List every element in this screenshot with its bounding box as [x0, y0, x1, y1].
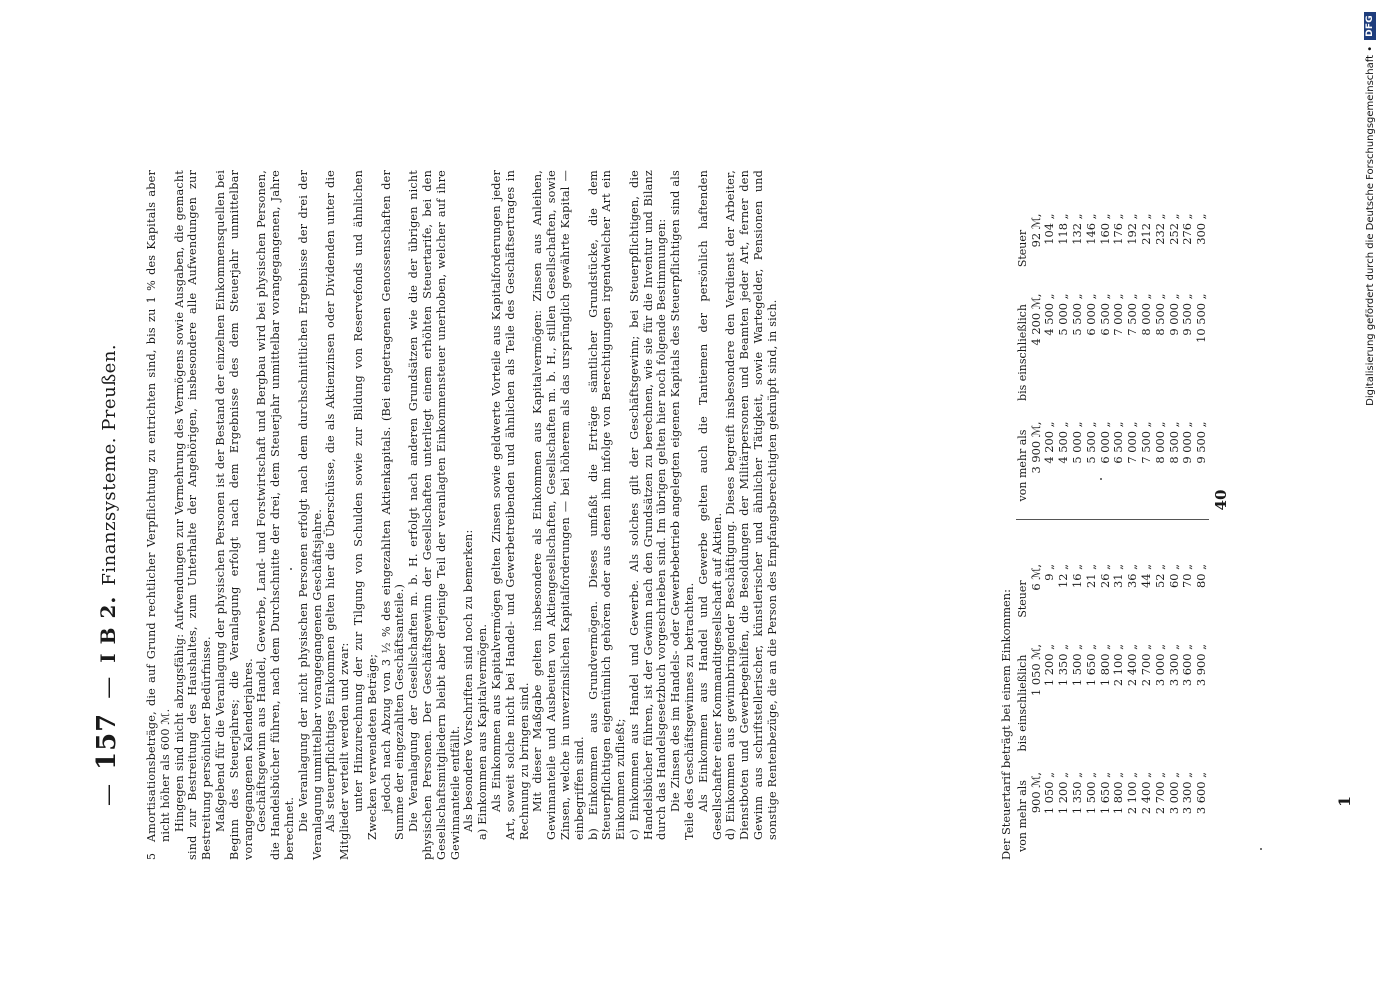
- tax-cell-tax: 31 „: [1111, 564, 1126, 589]
- tax-cell-from: 1 650 „: [1097, 772, 1112, 815]
- tax-cell-tax: 80 „: [1194, 564, 1209, 589]
- tax-cell-from: 3 000 „: [1166, 772, 1181, 815]
- tax-cell-to: 2 700 „: [1138, 644, 1153, 687]
- tax-cell-tax: 146 „: [1083, 213, 1098, 245]
- tax-cell-from: 5 500 „: [1083, 421, 1098, 464]
- tax-cell-to: 3 300 „: [1166, 644, 1181, 687]
- paragraph-addition: unter Hinzurechnung der zur Tilgung von Schulden sowie zur Bildung von Reservefonds und ähnlichen Zwecken verwendeten Beträge;: [351, 170, 379, 840]
- tax-cell-from: 9 000 „: [1180, 421, 1195, 464]
- tax-cell-to: 4 200 ℳ,: [1028, 293, 1043, 346]
- tax-cell-tax: 132 „: [1069, 213, 1084, 245]
- tax-cell-to: 8 500 „: [1152, 293, 1167, 336]
- tax-header-from: von mehr als: [1015, 780, 1029, 852]
- tax-cell-from: 2 400 „: [1138, 772, 1153, 815]
- tax-cell-from: 6 000 „: [1097, 421, 1112, 464]
- heading-capital-income: a) Einkommen aus Kapitalvermögen.: [476, 623, 490, 840]
- scan-speck: [290, 568, 292, 570]
- tax-cell-tax: 36 „: [1125, 564, 1140, 589]
- tax-cell-tax: 12 „: [1056, 564, 1071, 589]
- paragraph-capital-income: Als Einkommen aus Kapitalvermögen gelten Zinsen sowie geldwerte Vorteile aus Kapitalforderungen jeder Art, soweit solche nicht bei Handel- und Gewerbetreibenden und ähnlichen als Teile des Geschäftsertrages in Rechnung zu bringen sind.: [489, 170, 531, 840]
- tax-header-tax: Steuer: [1015, 580, 1029, 618]
- tax-cell-tax: 276 „: [1180, 213, 1195, 245]
- credit-text: Digitalisierung gefördert durch die Deutsche Forschungsgemeinschaft •: [1364, 45, 1376, 406]
- tax-cell-from: 1 350 „: [1069, 772, 1084, 815]
- tax-cell-to: 3 000 „: [1152, 644, 1167, 687]
- paragraph-gmbh: Die Veranlagung der Gesellschaften m. b. H. erfolgt nach anderen Grundsätzen wie die der übrigen nicht physischen Personen. Der Geschäftsgewinn der Gesellschaften unterliegt einem erhöhten Steuertarife, bei den Gesellschaftsmitgliedern bleibt aber derjenige Teil der veranlagten Einkommensteuer unerhoben, welcher auf ihre Gewinnanteile entfällt.: [407, 170, 462, 860]
- dfg-logo: DFG: [1364, 12, 1376, 40]
- paragraph-land-income: b) Einkommen aus Grundvermögen. Dieses umfaßt die Erträge sämtlicher Grundstücke, die dem Steuerpflichtigen eigentümlich gehören oder aus denen ihm infolge von Berechtigungen irgendwelcher Art ein Einkommen zufließt;: [586, 170, 628, 840]
- paragraph-non-physical: Die Veranlagung der nicht physischen Personen erfolgt nach dem durchschnittlichen Ergebnisse der drei der Veranlagung unmittelbar vorangegangenen Geschäftsjahre.: [296, 170, 324, 860]
- tax-table-left: [1016, 521, 1209, 861]
- paragraph-special-rules: Als besondere Vorschriften sind noch zu bemerken:: [462, 529, 476, 832]
- tax-rate-table: [1000, 170, 1209, 860]
- tax-cell-to: 6 000 „: [1083, 293, 1098, 336]
- tax-cell-from: 4 200 „: [1042, 421, 1057, 464]
- tax-cell-tax: 212 „: [1138, 213, 1153, 245]
- paragraph-employment-income: d) Einkommen aus gewinnbringender Beschäftigung. Dieses begreift insbesondere den Verdienst der Arbeiter, Dienstboten und Gewerbegehilfen, die Besoldungen der Militärpersonen und Beamten jeder Art, ferner den Gewinn aus schriftstellerischer, künstlerischer und ähnlicher Tätigkeit, sowie Wartegelder, Pensionen und sonstige Rentenbezüge, die an die Person des Empfangsberechtigten geknüpft sind, in sich.: [724, 170, 779, 840]
- page-number: 157: [92, 712, 122, 770]
- tax-cell-from: 8 500 „: [1166, 421, 1181, 464]
- paragraph-trade-tantiemes: Als Einkommen aus Handel und Gewerbe gelten auch die Tantiemen der persönlich haftenden Gesellschafter einer Kommanditgesellschaft auf Aktien.: [696, 170, 724, 840]
- tax-cell-tax: 300 „: [1194, 213, 1209, 245]
- tax-cell-tax: 21 „: [1083, 564, 1098, 589]
- tax-cell-tax: 16 „: [1069, 564, 1084, 589]
- tax-cell-tax: 104 „: [1042, 213, 1057, 245]
- section-code: I B 2.: [96, 595, 120, 663]
- page-header: [92, 180, 132, 820]
- tax-cell-tax: 192 „: [1125, 213, 1140, 245]
- tax-cell-tax: 118 „: [1056, 213, 1071, 245]
- tax-cell-tax: 26 „: [1097, 564, 1112, 589]
- tax-cell-from: 3 600 „: [1194, 772, 1209, 815]
- tax-cell-to: 7 000 „: [1111, 293, 1126, 336]
- tax-cell-from: 8 000 „: [1152, 421, 1167, 464]
- tax-header-tax: Steuer: [1015, 229, 1029, 268]
- tax-cell-from: 1 200 „: [1056, 772, 1071, 815]
- tax-cell-to: 7 500 „: [1125, 293, 1140, 336]
- tax-cell-tax: 52 „: [1152, 564, 1167, 589]
- paragraph-business-profit: Geschäftsgewinn aus Handel, Gewerbe, Land- und Forstwirtschaft und Bergbau wird bei physischen Personen, die Handelsbücher führen, nach dem Durchschnitte der drei, dem Steuerjahr unmittelbar vorangegangenen, Jahre berechnet.: [255, 170, 296, 860]
- line-number-margin: 5: [145, 853, 158, 860]
- header-dash-right: —: [96, 676, 121, 699]
- tax-cell-from: 2 100 „: [1125, 772, 1140, 815]
- tax-cell-to: 1 800 „: [1097, 644, 1112, 687]
- tax-cell-to: 1 350 „: [1056, 644, 1071, 687]
- paragraph-taxable-income: Als steuerpflichtiges Einkommen gelten hier die Überschüsse, die als Aktienzinsen oder Dividenden unter die Mitglieder verteilt werden und zwar:: [324, 170, 352, 860]
- tax-cell-from: 6 500 „: [1111, 421, 1126, 464]
- tax-cell-to: 2 100 „: [1111, 644, 1126, 687]
- tax-cell-to: 1 200 „: [1042, 644, 1057, 687]
- tax-cell-to: 4 500 „: [1042, 293, 1057, 336]
- tax-cell-tax: 160 „: [1097, 213, 1112, 245]
- tax-cell-tax: 9 „: [1042, 564, 1057, 581]
- tax-cell-tax: 60 „: [1166, 564, 1181, 589]
- tax-cell-to: 5 500 „: [1069, 293, 1084, 336]
- tax-cell-from: 7 000 „: [1125, 421, 1140, 464]
- tax-cell-tax: 6 ℳ,: [1028, 564, 1043, 591]
- tax-cell-to: 1 050 ℳ,: [1028, 644, 1043, 697]
- tax-cell-from: 1 500 „: [1083, 772, 1098, 815]
- tax-cell-tax: 252 „: [1166, 213, 1181, 245]
- paragraph-trade-interest: Die Zinsen des im Handels- oder Gewerbebetrieb angelegten eigenen Kapitals des Steuerpflichtigen sind als Teile des Geschäftsgewinnes zu betrachten.: [669, 170, 697, 840]
- scan-speck: [1100, 478, 1102, 480]
- tax-header-to: bis einschließlich: [1015, 654, 1029, 752]
- tax-cell-from: 4 500 „: [1056, 421, 1071, 464]
- body-text: [145, 170, 780, 860]
- tax-cell-to: 10 500 „: [1194, 293, 1209, 343]
- paragraph-amortization: Amortisationsbeträge, die auf Grund rechtlicher Verpflichtung zu entrichten sind, bis zu 1 % des Kapitals aber nicht höher als 600 ℳ.: [145, 170, 172, 842]
- header-dash-left: —: [96, 784, 121, 806]
- tax-cell-from: 3 300 „: [1180, 772, 1195, 815]
- paragraph-trade-income: c) Einkommen aus Handel und Gewerbe. Als solches gilt der Geschäftsgewinn; bei Steuerpflichtigen, die Handelsbücher führen, ist der Gewinn nach den Grundsätzen zu berechnen, wie sie für die Inventur und Bilanz durch das Handelsgesetzbuch vorgeschrieben sind. Im übrigen gelten hier noch folgende Bestimmungen:: [627, 170, 669, 840]
- tax-table-right: [1016, 170, 1209, 521]
- paragraph-assessment-basis: Maßgebend für die Veranlagung der physischen Personen ist der Bestand der einzelnen Einkommensquellen bei Beginn des Steuerjahres; die Veranlagung erfolgt nach dem Ergebnisse des dem Steuerjahr unmittelbar vorangegangenen Kalenderjahres.: [213, 170, 255, 860]
- section-title: Finanzsysteme. Preußen.: [99, 343, 120, 586]
- tax-cell-to: 9 500 „: [1180, 293, 1195, 336]
- tax-cell-to: 3 900 „: [1194, 644, 1209, 687]
- tax-cell-to: 2 400 „: [1125, 644, 1140, 687]
- tax-cell-tax: 92 ℳ,: [1028, 213, 1043, 248]
- tax-cell-tax: 70 „: [1180, 564, 1195, 589]
- tax-cell-from: 1 050 „: [1042, 772, 1057, 815]
- tax-cell-to: 5 000 „: [1056, 293, 1071, 336]
- tax-cell-from: 1 800 „: [1111, 772, 1126, 815]
- tax-cell-from: 2 700 „: [1152, 772, 1167, 815]
- paragraph-not-deductible: Hingegen sind nicht abzugsfähig: Aufwendungen zur Vermehrung des Vermögens sowie Ausgaben, die gemacht sind zur Bestreitung des Haushaltes, zum Unterhalte der Angehörigen, insbesondere alle Aufwendungen zur Bestreitung persönlicher Bedürfnisse.: [172, 170, 214, 860]
- tax-cell-to: 6 500 „: [1097, 293, 1112, 336]
- tax-cell-from: 900 ℳ,: [1028, 772, 1043, 814]
- tax-cell-to: 8 000 „: [1138, 293, 1153, 336]
- tax-cell-tax: 232 „: [1152, 213, 1167, 245]
- scan-speck: [1260, 848, 1262, 850]
- tax-cell-from: 5 000 „: [1069, 421, 1084, 464]
- tax-cell-from: 3 900 ℳ,: [1028, 421, 1043, 474]
- digitization-credit: [1360, 0, 1380, 1000]
- tax-cell-to: 9 000 „: [1166, 293, 1181, 336]
- bottom-margin-mark: 1: [1335, 795, 1354, 807]
- tax-header-from: von mehr als: [1015, 429, 1029, 502]
- tax-header-to: bis einschließlich: [1015, 304, 1029, 401]
- tax-cell-tax: 176 „: [1111, 213, 1126, 245]
- tax-cell-to: 3 600 „: [1180, 644, 1195, 687]
- tax-table-intro: Der Steuertarif beträgt bei einem Einkommen:: [999, 589, 1013, 860]
- tax-cell-from: 9 500 „: [1194, 421, 1209, 464]
- tax-cell-tax: 44 „: [1138, 564, 1153, 589]
- tax-cell-to: 1 500 „: [1069, 644, 1084, 687]
- tax-cell-to: 1 650 „: [1083, 644, 1098, 687]
- paragraph-deduction: jedoch nach Abzug von 3 ½ % des eingezahlten Aktienkapitals. (Bei eingetragenen Genossenschaften der Summe der eingezahlten Geschäftsanteile.): [379, 170, 407, 840]
- paragraph-capital-income-detail: Mit dieser Maßgabe gelten insbesondere als Einkommen aus Kapitalvermögen: Zinsen aus Anleihen, Gewinnanteile und Ausbeuten von Aktiengesellschaften, Gesellschaften m. b. H., stillen Gesellschaften, sowie Zinsen, welche in unverzinslichen Kapitalforderungen — bei höherem als das ursprünglich gewährte Kapital — einbegriffen sind.: [531, 170, 586, 840]
- tax-cell-from: 7 500 „: [1138, 421, 1153, 464]
- footer-page-number: 40: [1212, 489, 1230, 511]
